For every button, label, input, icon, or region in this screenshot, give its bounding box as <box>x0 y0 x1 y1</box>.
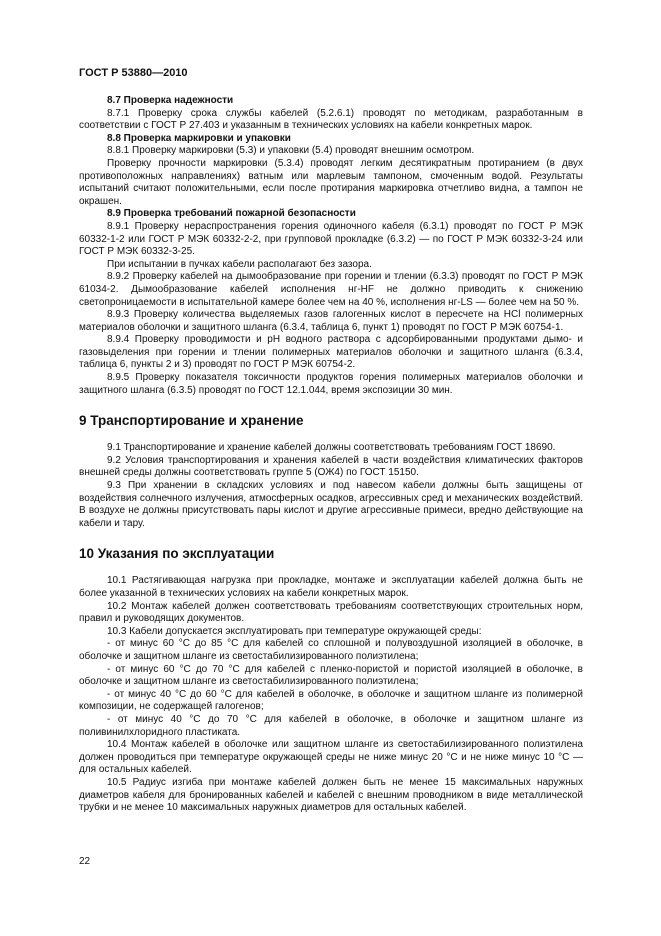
paragraph-8-8-1-b: Проверку прочности маркировки (5.3.4) проводят легким десятикратным протиранием (в двух противоположных направлениях) ватным или марлевым тампоном, смоченным водой. Результаты испытаний считают положительными, если после протирания маркировка отчетливо видна, а тампон не окрашен. <box>79 157 583 207</box>
paragraph-10-4: 10.4 Монтаж кабелей в оболочке или защитном шланге из светостабилизированного полиэтилена должен проводиться при температуре окружающей среды не ниже минус 20 °С и не ниже минус 10 °С — для остальных кабелей. <box>79 739 583 776</box>
paragraph-9-2: 9.2 Условия транспортирования и хранения кабелей в части воздействия климатических факторов внешней среды должны соответствовать группе 5 (ОЖ4) по ГОСТ 15150. <box>79 454 583 479</box>
paragraph-8-9-4: 8.9.4 Проверку проводимости и pH водного раствора с адсорбированными продуктами дымо- и газовыделения при горении и тлении полимерных материалов оболочки и защитного шланга (6.3.4, таблица 6, пункты 2 и 3) проводят по ГОСТ Р МЭК 60754-2. <box>79 334 583 371</box>
page-number: 22 <box>79 856 91 867</box>
paragraph-8-7-1: 8.7.1 Проверку срока службы кабелей (5.2.6.1) проводят по методикам, разработанным в соответствии с ГОСТ Р 27.403 и указанным в технических условиях на кабели конкретных марок. <box>79 107 583 132</box>
paragraph-8-9-1-b: При испытании в пучках кабели располагают без зазора. <box>107 258 372 270</box>
subsection-heading-8-9: 8.9 Проверка требований пожарной безопасности <box>107 208 356 220</box>
document-code-header: ГОСТ Р 53880—2010 <box>79 67 188 79</box>
paragraph-10-3: 10.3 Кабели допускается эксплуатировать при температуре окружающей среды: <box>107 625 482 637</box>
section-heading-9: 9 Транспортирование и хранение <box>79 413 304 429</box>
paragraph-9-3: 9.3 При хранении в складских условиях и под навесом кабели должны быть защищены от воздействия солнечного излучения, атмосферных осадков, агрессивных сред и механических воздействий. В воздухе не должны присутствовать пары кислот и другие агрессивные примеси, вредно действующие на кабели и тару. <box>79 480 583 529</box>
list-item-temperature-4: - от минус 40 °С до 70 °С для кабелей в оболочке, в оболочке и защитном шланге из поливинилхлоридного пластиката. <box>79 713 583 738</box>
list-item-temperature-2: - от минус 60 °С до 70 °С для кабелей с пленко-пористой и пористой изоляцией в оболочке, в оболочке и защитном шланге из светостабилизированного полиэтилена; <box>79 663 583 688</box>
paragraph-8-8-1: 8.8.1 Проверку маркировки (5.3) и упаковки (5.4) проводят внешним осмотром. <box>107 145 475 157</box>
list-item-temperature-1: - от минус 60 °С до 85 °С для кабелей со сплошной и полувоздушной изоляцией в оболочке, в оболочке и защитном шланге из светостабилизированного полиэтилена; <box>79 638 583 662</box>
paragraph-8-9-2: 8.9.2 Проверку кабелей на дымообразование при горении и тлении (6.3.3) проводят по ГОСТ Р МЭК 61034-2. Дымообразование кабелей исполнения нг-HF не должно приводить к снижению светопроницаемости в испытательной камере более чем на 40 %, исполнения нг-LS — более чем на 50 %. <box>79 271 583 308</box>
document-body <box>79 95 583 815</box>
paragraph-8-9-1: 8.9.1 Проверку нераспространения горения одиночного кабеля (6.3.1) проводят по ГОСТ Р МЭК 60332-1-2 или ГОСТ Р МЭК 60332-2-2, при групповой прокладке (6.3.2) — по ГОСТ Р МЭК 60332-3-24 или ГОСТ Р МЭК 60332-3-25. <box>79 220 583 258</box>
paragraph-10-5: 10.5 Радиус изгиба при монтаже кабелей должен быть не менее 15 максимальных наружных диаметров кабеля для бронированных кабелей и кабелей с внешним проводником в виде металлической трубки и не менее 10 максимальных наружных диаметров для остальных кабелей. <box>79 776 583 814</box>
paragraph-8-9-5: 8.9.5 Проверку показателя токсичности продуктов горения полимерных материалов оболочки и защитного шланга (6.3.5) проводят по ГОСТ 12.1.044, время экспозиции 30 мин. <box>79 372 583 396</box>
paragraph-10-1: 10.1 Растягивающая нагрузка при прокладке, монтаже и эксплуатации кабелей должна быть не более указанной в технических условиях на кабели конкретных марок. <box>79 575 583 599</box>
section-heading-10: 10 Указания по эксплуатации <box>79 546 275 562</box>
paragraph-9-1: 9.1 Транспортирование и хранение кабелей должны соответствовать требованиям ГОСТ 18690. <box>107 442 556 454</box>
subsection-heading-8-7: 8.7 Проверка надежности <box>107 95 234 106</box>
paragraph-10-2: 10.2 Монтаж кабелей должен соответствовать требованиям соответствующих строительных норм, правил и руководящих документов. <box>79 600 583 625</box>
list-item-temperature-3: - от минус 40 °С до 60 °С для кабелей в оболочке, в оболочке и защитном шланге из полимерной композиции, не содержащей галогенов; <box>79 688 583 713</box>
subsection-heading-8-8: 8.8 Проверка маркировки и упаковки <box>107 132 291 144</box>
paragraph-8-9-3: 8.9.3 Проверку количества выделяемых газов галогенных кислот в пересчете на HCl полимерных материалов оболочки и защитного шланга (6.3.4, таблица 6, пункт 1) проводят по ГОСТ Р МЭК 60754-1. <box>79 309 583 333</box>
